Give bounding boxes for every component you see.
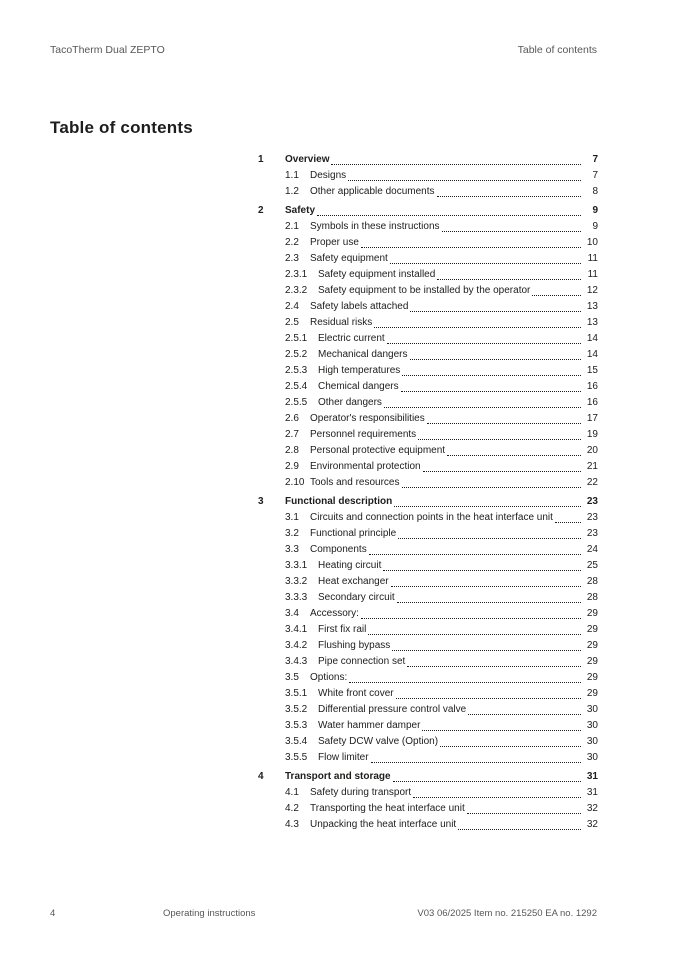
toc-entry-title: Personal protective equipment [310,445,446,456]
toc-entry-page: 12 [586,285,598,296]
toc-entry [258,475,598,491]
toc-entry-number: 3.4.2 [285,640,308,651]
toc-entry-number: 2.8 [285,445,299,456]
toc-entry [258,299,598,315]
toc-entry-title: Operator's responsibilities [310,413,425,424]
dotted-leader [361,618,581,619]
toc-entry-number: 2.1 [285,221,299,232]
toc-entry-page: 16 [586,381,598,392]
dotted-leader [532,295,581,296]
toc-entry-page: 30 [586,736,598,747]
toc-entry-number: 2.5.3 [285,365,308,376]
toc-entry-title: Safety labels attached [310,301,409,312]
header-product-name: TacoTherm Dual ZEPTO [50,44,165,56]
toc-entry-number: 2.10 [285,477,305,488]
toc-entry-number: 3.1 [285,512,299,523]
dotted-leader [422,730,581,731]
toc-entry-title: Chemical dangers [318,381,399,392]
toc-entry-page: 20 [586,445,598,456]
toc-entry-title: Accessory: [310,608,359,619]
toc-entry-title: White front cover [318,688,394,699]
toc-entry-number: 3.3 [285,544,299,555]
toc-entry-page: 7 [592,170,598,181]
toc-entry-number: 2.2 [285,237,299,248]
toc-entry-number: 3.3.3 [285,592,308,603]
dotted-leader [398,538,581,539]
toc-entry-number: 2 [258,205,264,216]
toc-entry [258,785,598,801]
toc-entry-number: 3 [258,496,264,507]
toc-entry-page: 15 [586,365,598,376]
toc-entry [258,510,598,526]
toc-entry-title: Water hammer damper [318,720,421,731]
footer-version-info: V03 06/2025 Item no. 215250 EA no. 1292 [417,908,597,919]
toc-entry-number: 3.4 [285,608,299,619]
toc-entry-title: Safety [285,205,316,216]
toc-entry-page: 31 [586,787,598,798]
dotted-leader [396,698,581,699]
toc-entry [258,251,598,267]
toc-entry-number: 2.5 [285,317,299,328]
toc-entry [258,443,598,459]
dotted-leader [437,279,581,280]
toc-entry-title: Safety equipment to be installed by the operator [318,285,531,296]
toc-list [258,152,598,833]
toc-entry [258,427,598,443]
footer-page-number: 4 [50,908,56,919]
toc-entry-title: Tools and resources [310,477,400,488]
toc-entry [258,558,598,574]
toc-entry [258,494,598,510]
dotted-leader [349,682,581,683]
toc-entry-number: 2.4 [285,301,299,312]
toc-entry-title: Safety during transport [310,787,412,798]
toc-entry [258,235,598,251]
toc-entry [258,168,598,184]
toc-entry-number: 2.9 [285,461,299,472]
toc-entry-page: 13 [586,317,598,328]
dotted-leader [394,506,581,507]
toc-entry-number: 2.3.2 [285,285,308,296]
dotted-leader [402,375,581,376]
toc-entry-page: 11 [587,269,598,280]
toc-entry-number: 2.3.1 [285,269,308,280]
toc-entry-title: Functional description [285,496,393,507]
toc-entry-number: 3.4.1 [285,624,308,635]
toc-entry-page: 24 [586,544,598,555]
toc-entry [258,184,598,200]
footer-doc-type: Operating instructions [163,908,256,919]
dotted-leader [384,407,581,408]
toc-entry-number: 3.3.2 [285,576,308,587]
toc-entry [258,769,598,785]
toc-entry [258,363,598,379]
toc-entry-title: Components [310,544,367,555]
toc-entry-title: Designs [310,170,347,181]
toc-entry [258,526,598,542]
toc-entry-title: Circuits and connection points in the heat interface unit [310,512,553,523]
toc-entry-number: 3.5.3 [285,720,308,731]
toc-entry-page: 16 [586,397,598,408]
toc-entry-title: Options: [310,672,348,683]
dotted-leader [410,311,581,312]
dotted-leader [371,762,581,763]
dotted-leader [555,522,581,523]
toc-entry-page: 31 [586,771,598,782]
toc-entry-number: 1 [258,154,264,165]
toc-entry [258,267,598,283]
toc-entry-title: Personnel requirements [310,429,417,440]
toc-entry-title: Transporting the heat interface unit [310,803,465,814]
toc-entry-number: 3.5.4 [285,736,308,747]
toc-entry-page: 7 [592,154,598,165]
toc-entry-title: Safety equipment installed [318,269,436,280]
dotted-leader [418,439,581,440]
toc-entry [258,817,598,833]
toc-entry [258,331,598,347]
toc-entry-title: Flushing bypass [318,640,391,651]
toc-entry [258,395,598,411]
dotted-leader [390,263,581,264]
toc-entry-number: 2.5.2 [285,349,308,360]
page-footer [50,908,597,919]
toc-entry-number: 2.5.4 [285,381,308,392]
toc-entry-page: 21 [586,461,598,472]
toc-entry-number: 3.3.1 [285,560,308,571]
toc-entry-number: 1.2 [285,186,299,197]
toc-entry [258,411,598,427]
toc-entry-page: 32 [586,803,598,814]
toc-entry-title: Differential pressure control valve [318,704,467,715]
toc-entry-page: 25 [586,560,598,571]
dotted-leader [407,666,581,667]
dotted-leader [447,455,581,456]
toc-entry-number: 2.7 [285,429,299,440]
toc-entry [258,347,598,363]
toc-entry-page: 19 [586,429,598,440]
toc-entry-page: 13 [586,301,598,312]
toc-entry-page: 10 [586,237,598,248]
toc-entry-title: Functional principle [310,528,397,539]
toc-entry-number: 4.1 [285,787,299,798]
dotted-leader [369,554,581,555]
toc-entry [258,654,598,670]
dotted-leader [374,327,581,328]
dotted-leader [361,247,581,248]
toc-entry-title: Environmental protection [310,461,421,472]
toc-entry-page: 29 [586,608,598,619]
toc-entry-page: 29 [586,688,598,699]
toc-entry-title: Heating circuit [318,560,382,571]
toc-entry-title: Symbols in these instructions [310,221,440,232]
toc-entry [258,638,598,654]
toc-entry-page: 30 [586,752,598,763]
dotted-leader [467,813,581,814]
toc-entry-title: First fix rail [318,624,367,635]
toc-entry-title: Safety equipment [310,253,388,264]
toc-entry-page: 29 [586,624,598,635]
toc-entry-number: 3.4.3 [285,656,308,667]
dotted-leader [348,180,581,181]
toc-entry-title: Safety DCW valve (Option) [318,736,439,747]
toc-entry [258,590,598,606]
page-header [50,44,597,56]
toc-entry-page: 28 [586,592,598,603]
dotted-leader [440,746,581,747]
dotted-leader [331,164,581,165]
toc-entry-page: 22 [586,477,598,488]
toc-entry-title: Other applicable documents [310,186,435,197]
dotted-leader [383,570,581,571]
toc-entry [258,152,598,168]
dotted-leader [437,196,581,197]
toc-entry-title: Pipe connection set [318,656,406,667]
toc-entry [258,702,598,718]
toc-entry [258,750,598,766]
toc-entry-page: 23 [586,528,598,539]
toc-entry-page: 23 [586,512,598,523]
toc-entry-number: 2.6 [285,413,299,424]
toc-entry [258,574,598,590]
toc-entry-title: Overview [285,154,330,165]
toc-entry-page: 29 [586,672,598,683]
toc-entry-title: Mechanical dangers [318,349,408,360]
toc-entry-page: 11 [587,253,598,264]
toc-entry [258,283,598,299]
toc-entry-title: Proper use [310,237,359,248]
toc-entry-number: 3.2 [285,528,299,539]
toc-entry-page: 29 [586,656,598,667]
toc-entry-number: 3.5 [285,672,299,683]
toc-entry-number: 3.5.2 [285,704,308,715]
toc-entry [258,219,598,235]
toc-entry-page: 30 [586,720,598,731]
toc-entry-page: 14 [586,349,598,360]
page-title: Table of contents [50,118,193,137]
toc-entry-number: 4 [258,771,264,782]
dotted-leader [402,487,582,488]
toc-entry [258,315,598,331]
toc-entry-title: Flow limiter [318,752,369,763]
toc-entry [258,606,598,622]
toc-entry-page: 14 [586,333,598,344]
dotted-leader [423,471,581,472]
toc-entry [258,379,598,395]
toc-entry [258,542,598,558]
toc-entry [258,718,598,734]
toc-entry-number: 4.3 [285,819,299,830]
dotted-leader [413,797,581,798]
toc-entry [258,686,598,702]
toc-entry-number: 4.2 [285,803,299,814]
toc-entry-title: Secondary circuit [318,592,395,603]
toc-entry-title: Residual risks [310,317,373,328]
dotted-leader [427,423,581,424]
toc-entry-page: 32 [586,819,598,830]
dotted-leader [387,343,581,344]
dotted-leader [458,829,581,830]
toc-entry [258,203,598,219]
toc-entry-title: Electric current [318,333,385,344]
header-section-name: Table of contents [517,44,597,56]
toc-entry-title: Other dangers [318,397,382,408]
toc-entry [258,459,598,475]
toc-entry-page: 9 [592,205,598,216]
toc-entry-number: 3.5.1 [285,688,308,699]
toc-entry [258,801,598,817]
dotted-leader [368,634,581,635]
dotted-leader [392,650,581,651]
toc-entry-title: High temperatures [318,365,401,376]
toc-entry-title: Heat exchanger [318,576,389,587]
dotted-leader [393,781,581,782]
dotted-leader [401,391,581,392]
toc-entry-page: 30 [586,704,598,715]
toc-entry-number: 2.5.5 [285,397,308,408]
toc-entry-number: 2.3 [285,253,299,264]
toc-entry-page: 28 [586,576,598,587]
toc-entry-number: 2.5.1 [285,333,308,344]
toc-entry-page: 17 [586,413,598,424]
dotted-leader [317,215,581,216]
toc-entry-title: Unpacking the heat interface unit [310,819,457,830]
toc-entry-page: 23 [586,496,598,507]
toc-entry-page: 8 [592,186,598,197]
dotted-leader [468,714,581,715]
toc-entry [258,734,598,750]
toc-entry [258,622,598,638]
toc-entry-page: 9 [592,221,598,232]
toc-entry-number: 3.5.5 [285,752,308,763]
dotted-leader [410,359,582,360]
toc-entry-number: 1.1 [285,170,299,181]
dotted-leader [442,231,581,232]
toc-entry-title: Transport and storage [285,771,391,782]
dotted-leader [391,586,581,587]
toc-entry [258,670,598,686]
dotted-leader [397,602,581,603]
toc-entry-page: 29 [586,640,598,651]
